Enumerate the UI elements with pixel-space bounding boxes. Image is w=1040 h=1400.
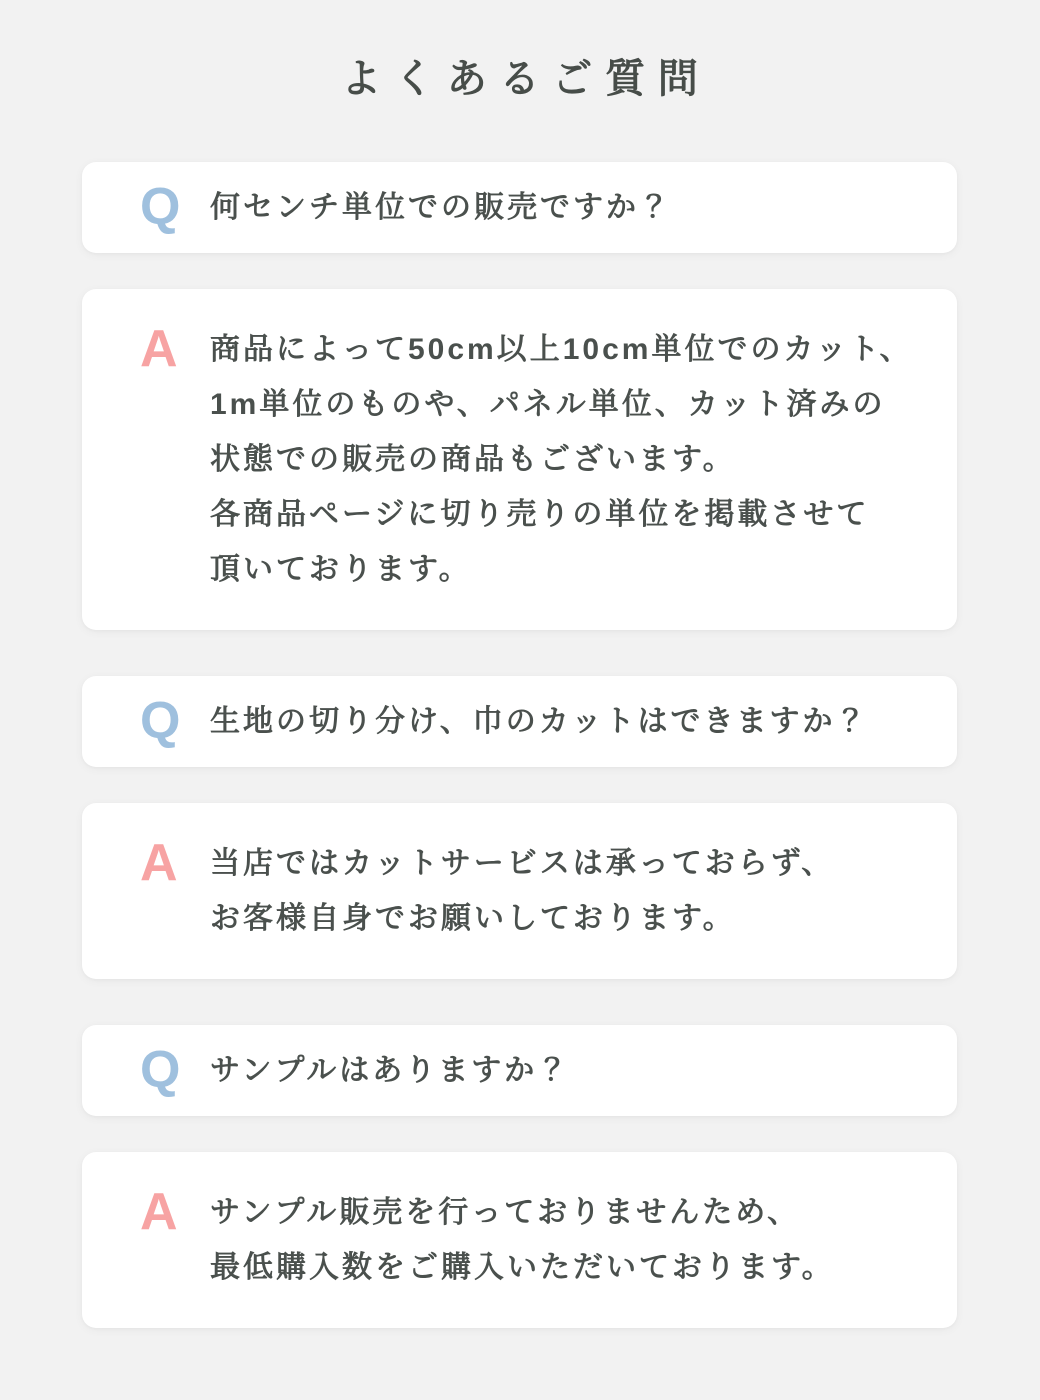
answer-card-3 [82, 1152, 957, 1328]
answer-line: 最低購入数をご購入いただいております。 [210, 1251, 835, 1284]
q-badge: Q [140, 178, 181, 236]
question-card-3 [82, 1025, 957, 1116]
answer-line: 各商品ページに切り売りの単位を掲載させて [210, 498, 870, 531]
faq-list [82, 162, 957, 1328]
answer-text [210, 1185, 835, 1295]
answer-line: 当店ではカットサービスは承っておらず、 [210, 847, 835, 880]
answer-line: お客様自身でお願いしております。 [210, 902, 736, 935]
answer-line: 状態での販売の商品もございます。 [210, 443, 736, 476]
question-text: 生地の切り分け、巾のカットはできますか？ [210, 705, 869, 738]
question-card-1 [82, 162, 957, 253]
q-badge: Q [140, 692, 181, 750]
answer-line: 1m単位のものや、パネル単位、カット済みの [210, 388, 886, 421]
question-text: 何センチ単位での販売ですか？ [210, 191, 672, 224]
answer-line: サンプル販売を行っておりませんため、 [210, 1196, 801, 1229]
answer-line: 頂いております。 [210, 553, 472, 586]
answer-text [210, 836, 834, 946]
answer-card-1 [82, 289, 957, 630]
question-text: サンプルはありますか？ [210, 1054, 571, 1087]
a-badge: A [140, 1183, 178, 1241]
question-card-2 [82, 676, 957, 767]
answer-line: 商品によって50cm以上10cm単位でのカット、 [210, 333, 913, 366]
a-badge: A [140, 834, 178, 892]
page-title: よくあるご質問 [341, 57, 711, 101]
answer-text [210, 322, 912, 597]
answer-card-2 [82, 803, 957, 979]
a-badge: A [140, 320, 178, 378]
q-badge: Q [140, 1041, 181, 1099]
